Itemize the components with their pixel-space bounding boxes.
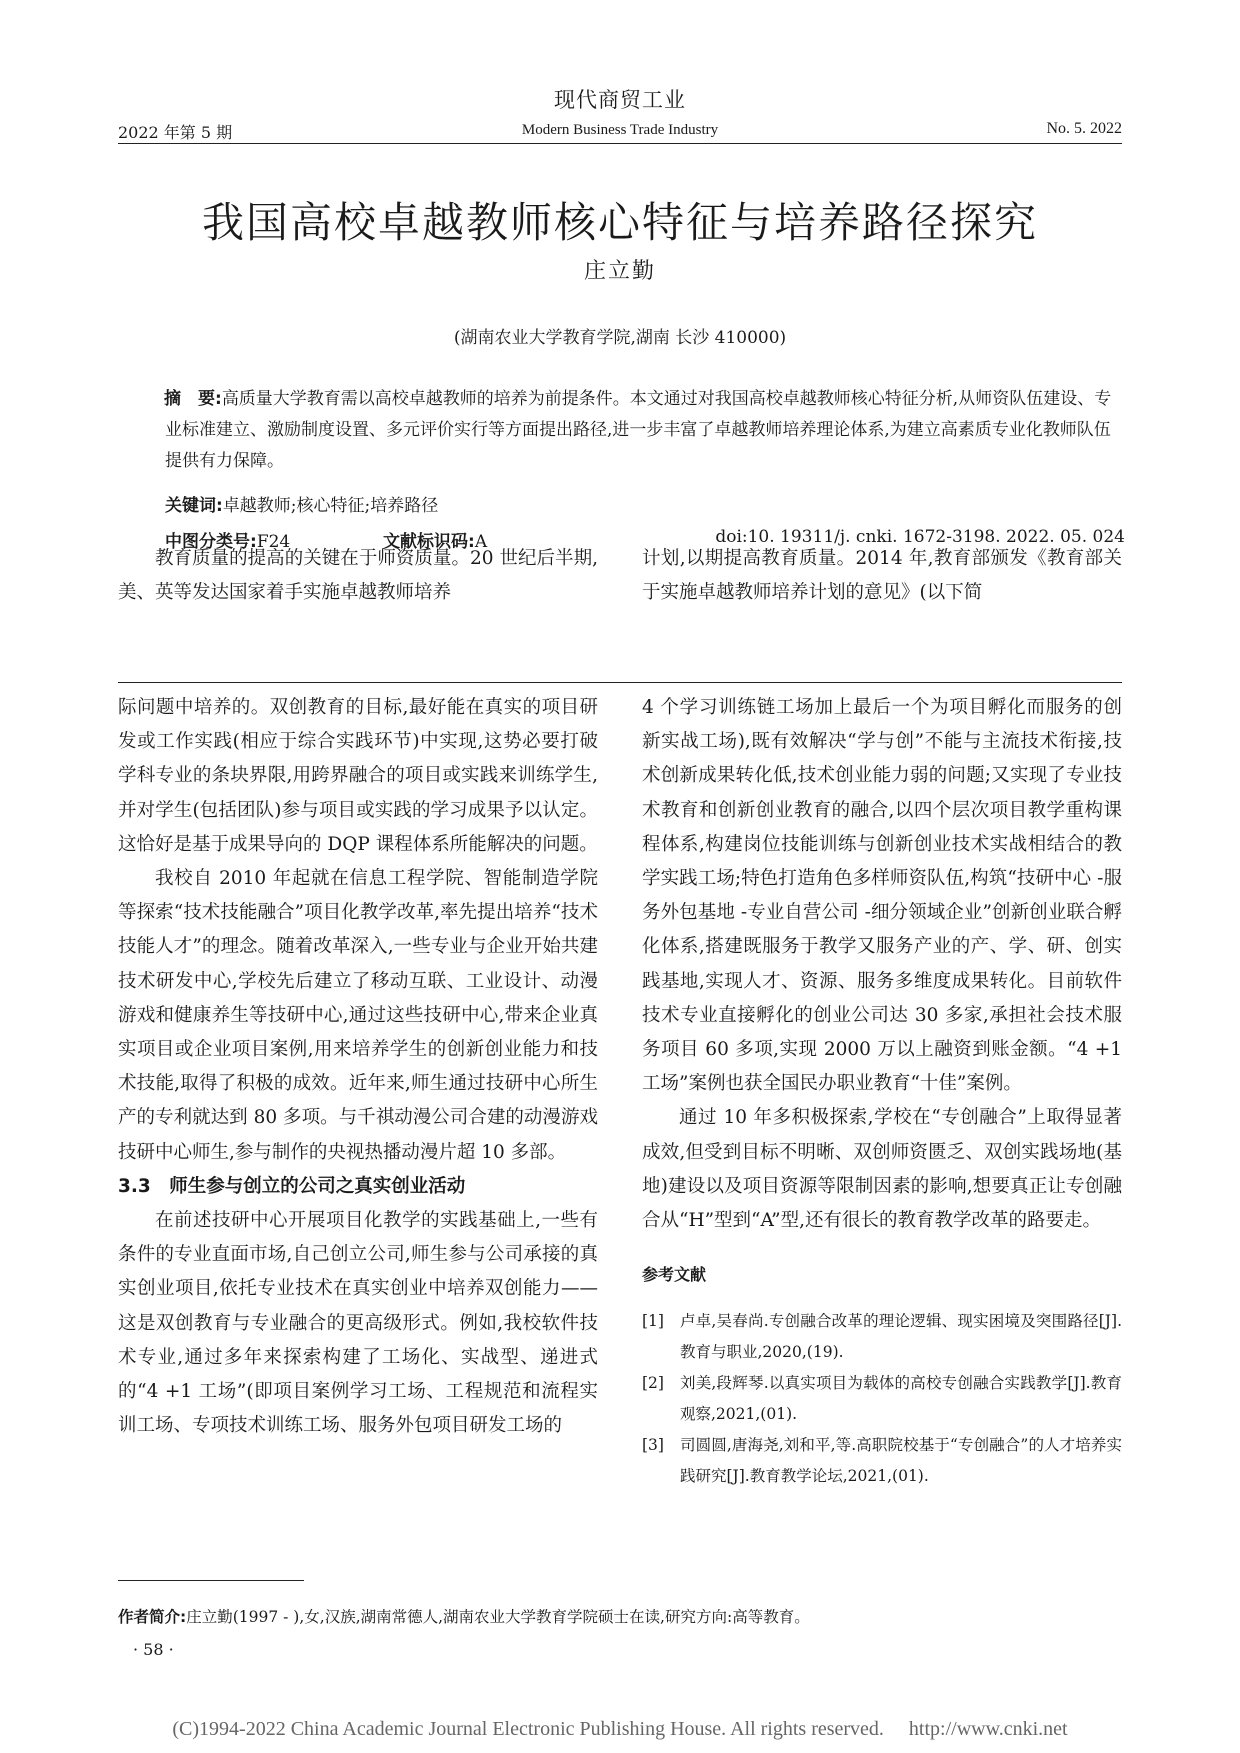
right-column — [642, 691, 1122, 1492]
clc-label: 中图分类号: — [165, 532, 257, 552]
reference-number: [3] — [642, 1436, 664, 1455]
header-rule — [118, 143, 1122, 144]
intro-left-paragraph: 教育质量的提高的关键在于师资质量。20 世纪后半期,美、英等发达国家着手实施卓越教师培养 — [118, 548, 598, 604]
abstract-label: 摘 要: — [164, 389, 222, 409]
left-paragraph-1: 际问题中培养的。双创教育的目标,最好能在真实的项目研发或工作实践(相应于综合实践环节)中实现,这势必要打破学科专业的条块界限,用跨界融合的项目或实践来训练学生,并对学生(包括团队)参与项目或实践的学习成果予以认定。这恰好是基于成果导向的 DQP 课程体系所能解决的问题。 — [118, 697, 598, 855]
intro-right — [642, 542, 1122, 610]
reference-text: 刘美,段辉琴.以真实项目为载体的高校专创融合实践教学[J].教育观察,2021,(01). — [680, 1374, 1122, 1424]
doc-code-value: A — [474, 532, 488, 552]
keywords-text: 卓越教师;核心特征;培养路径 — [222, 496, 439, 516]
left-column — [118, 691, 598, 1443]
left-paragraph-3: 在前述技研中心开展项目化教学的实践基础上,一些有条件的专业直面市场,自己创立公司,师生参与公司承接的真实创业项目,依托专业技术在真实创业中培养双创能力——这是双创教育与专业融合的更高级形式。例如,我校软件技术专业,通过多年来探索构建了工场化、实战型、递进式的“4 +1 工场”(即项目案例学习工场、工程规范和流程实训工场、专项技术训练工场、服务外包项目研发工场的 — [118, 1210, 598, 1437]
right-paragraph-1: 4 个学习训练链工场加上最后一个为项目孵化而服务的创新实战工场),既有效解决“学与创”不能与主流技术衔接,技术创新成果转化低,技术创业能力弱的问题;又实现了专业技术教育和创新创业教育的融合,以四个层次项目教学重构课程体系,构建岗位技能训练与创新创业技术实战相结合的教学实践工场;特色打造角色多样师资队伍,构筑“技研中心 -服务外包基地 -专业自营公司 -细分领域企业”创新创业联合孵化体系,搭建既服务于教学又服务产业的产、学、研、创实践基地,实现人才、资源、服务多维度成果转化。目前软件技术专业直接孵化的创业公司达 30 多家,承担社会技术服务项目 60 多项,实现 2000 万以上融资到账金额。“4 +1 工场”案例也获全国民办职业教育“十佳”案例。 — [642, 697, 1122, 1095]
author-affiliation: (湖南农业大学教育学院,湖南 长沙 410000) — [453, 328, 787, 348]
references-heading: 参考文献 — [642, 1265, 707, 1285]
doi: doi:10. 19311/j. cnki. 1672-3198. 2022. 05. 024 — [715, 527, 1125, 547]
footnote-text: 庄立勤(1997 - ),女,汉族,湖南常德人,湖南农业大学教育学院硕士在读,研究方向:高等教育。 — [186, 1608, 810, 1626]
section-heading: 3.3 师生参与创立的公司之真实创业活动 — [118, 1175, 466, 1197]
journal-name: 现代商贸工业 — [554, 88, 686, 112]
author-footnote — [118, 1605, 1122, 1627]
clc-value: F24 — [256, 532, 291, 552]
keywords-label: 关键词: — [165, 496, 223, 516]
abstract-text: 高质量大学教育需以高校卓越教师的培养为前提条件。本文通过对我国高校卓越教师核心特征分析,从师资队伍建设、专业标准建立、激励制度设置、多元评价实行等方面提出路径,进一步丰富了卓越教师培养理论体系,为建立高素质专业化教师队伍提供有力保障。 — [165, 389, 1112, 471]
article-author: 庄立勤 — [583, 259, 656, 284]
right-paragraph-2: 通过 10 年多积极探索,学校在“专创融合”上取得显著成效,但受到目标不明晰、双创师资匮乏、双创实践场地(基地)建设以及项目资源等限制因素的影响,想要真正让专创融合从“H”型到“A”型,还有很长的教育教学改革的路要走。 — [642, 1107, 1122, 1232]
reference-item — [642, 1430, 1122, 1492]
footnote-label: 作者简介: — [118, 1608, 187, 1626]
footnote-rule — [118, 1580, 304, 1581]
doc-code-label: 文献标识码: — [383, 532, 475, 552]
reference-text: 司圆圆,唐海尧,刘和平,等.高职院校基于“专创融合”的人才培养实践研究[J].教育教学论坛,2021,(01). — [680, 1436, 1122, 1486]
references-list — [642, 1306, 1122, 1492]
left-paragraph-2: 我校自 2010 年起就在信息工程学院、智能制造学院等探索“技术技能融合”项目化教学改革,率先提出培养“技术技能人才”的理念。随着改革深入,一些专业与企业开始共建技术研发中心,学校先后建立了移动互联、工业设计、动漫游戏和健康养生等技研中心,通过这些技研中心,带来企业真实项目或企业项目案例,用来培养学生的创新创业能力和技术技能,取得了积极的成效。近年来,师生通过技研中心所生产的专利就达到 80 多项。与千祺动漫公司合建的动漫游戏技研中心师生,参与制作的央视热播动漫片超 10 多部。 — [118, 868, 598, 1163]
copyright-notice: (C)1994-2022 China Academic Journal Electronic Publishing House. All rights reserved. http://www.cnki.net — [172, 1718, 1068, 1740]
keywords — [165, 491, 438, 516]
journal-name-en: Modern Business Trade Industry — [521, 122, 719, 138]
reference-item — [642, 1368, 1122, 1430]
page-number: · 58 · — [133, 1640, 174, 1659]
issue-right: No. 5. 2022 — [1046, 120, 1122, 137]
reference-number: [2] — [642, 1374, 664, 1393]
abstract — [165, 384, 1125, 477]
reference-text: 卢卓,吴春尚.专创融合改革的理论逻辑、现实困境及突围路径[J].教育与职业,2020,(19). — [680, 1312, 1122, 1362]
section-rule — [118, 682, 1122, 683]
reference-number: [1] — [642, 1312, 664, 1331]
intro-left — [118, 542, 598, 610]
reference-item — [642, 1306, 1122, 1368]
intro-right-paragraph: 计划,以期提高教育质量。2014 年,教育部颁发《教育部关于实施卓越教师培养计划的意见》(以下简 — [642, 548, 1122, 604]
issue-left: 2022 年第 5 期 — [118, 123, 233, 142]
article-title: 我国高校卓越教师核心特征与培养路径探究 — [201, 198, 1038, 247]
